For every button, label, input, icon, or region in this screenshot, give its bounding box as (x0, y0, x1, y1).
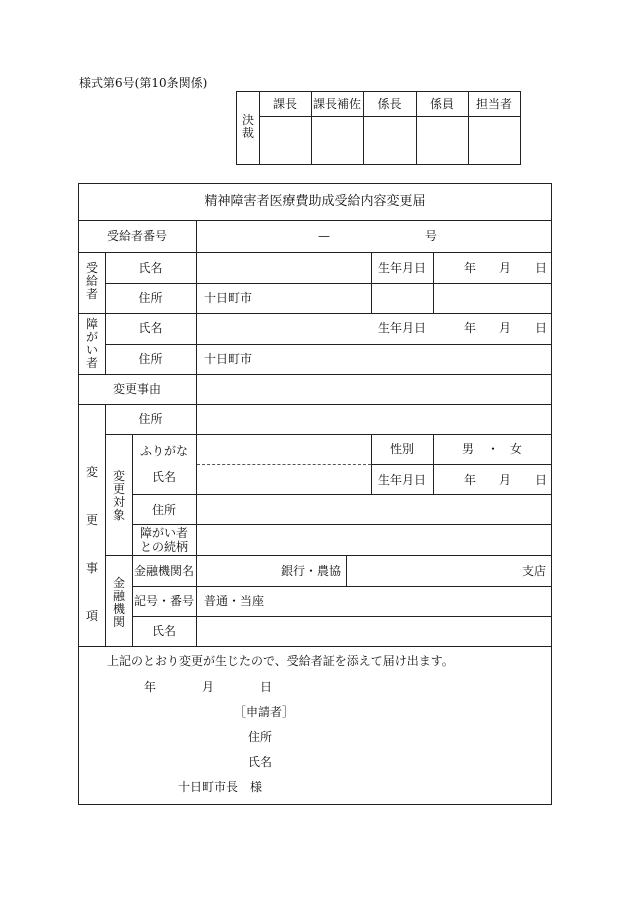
recipient-number-field[interactable] (197, 221, 551, 252)
applicant-address-field[interactable] (280, 726, 540, 746)
approval-stamp-cell[interactable] (312, 117, 363, 164)
approval-col-subsection-chief: 係長 (377, 97, 402, 111)
target-dob-label: 生年月日 (377, 473, 426, 487)
recipient-dob-month: 月 (499, 261, 512, 275)
disabled-dob-label: 生年月日 (377, 321, 426, 335)
applicant-name-label: 氏名 (248, 755, 273, 769)
recipient-name-field[interactable] (197, 253, 371, 283)
target-dob-day: 日 (535, 473, 548, 487)
target-dob-field[interactable] (434, 465, 551, 494)
approval-stamp-cell[interactable] (417, 117, 468, 164)
gender-separator: ・ (487, 442, 500, 456)
bank-account-type[interactable]: 普通・当座 (204, 594, 265, 608)
recipient-dob-year: 年 (464, 261, 477, 275)
gender-female[interactable]: 女 (510, 442, 523, 456)
applicant-name-field[interactable] (280, 751, 540, 771)
disabled-address-value[interactable]: 十日町市 (204, 352, 253, 366)
recipient-number-label: 受給者番号 (106, 229, 167, 243)
applicant-heading: ［申請者］ (234, 705, 295, 719)
approval-stamp-cell[interactable] (364, 117, 416, 164)
declaration-day: 日 (260, 680, 273, 694)
disabled-dob-day: 日 (535, 321, 548, 335)
changes-address-field[interactable] (197, 405, 551, 434)
reason-label: 変更事由 (112, 382, 161, 396)
furigana-label: ふりがな (139, 444, 188, 458)
approval-stamp-cell[interactable] (260, 117, 311, 164)
recipient-side-label: 受 給 者 (85, 261, 98, 301)
target-dob-year: 年 (464, 473, 477, 487)
gender-label: 性別 (389, 442, 414, 456)
reason-field[interactable] (197, 375, 551, 404)
disabled-dob-year: 年 (464, 321, 477, 335)
disabled-name-field[interactable] (197, 314, 371, 344)
form-number: 様式第6号(第10条関係) (79, 76, 208, 90)
bank-holder-label: 氏名 (151, 624, 176, 638)
bank-account-label: 記号・番号 (133, 594, 194, 608)
disabled-name-label: 氏名 (138, 321, 163, 335)
approval-col-person-in-charge: 担当者 (475, 97, 512, 111)
relation-label-line1: 障がい者 (139, 526, 188, 540)
disabled-dob-field[interactable] (434, 314, 551, 344)
bank-institution-label: 金融機関名 (133, 564, 194, 578)
bank-holder-field[interactable] (197, 617, 551, 646)
applicant-address-label: 住所 (248, 730, 273, 744)
approval-col-deputy-chief: 課長補佐 (312, 97, 361, 111)
target-address-field[interactable] (197, 495, 551, 524)
bank-branch-label: 支店 (522, 564, 547, 578)
bank-branch-field[interactable] (347, 556, 551, 586)
approval-side-label: 決 裁 (241, 113, 254, 140)
recipient-dob-day: 日 (535, 261, 548, 275)
furigana-field[interactable] (197, 435, 371, 464)
recipient-number-suffix: 号 (425, 229, 438, 243)
disabled-dob-month: 月 (499, 321, 512, 335)
bank-side-label: 金 融 機 関 (112, 576, 125, 629)
relation-field[interactable] (197, 525, 551, 555)
declaration-date-field[interactable] (120, 676, 280, 696)
approval-col-staff: 係員 (429, 97, 454, 111)
target-name-field[interactable] (197, 465, 371, 494)
addressee: 十日町市長 様 (178, 780, 263, 794)
recipient-name-label: 氏名 (138, 261, 163, 275)
bank-account-number-field[interactable] (280, 587, 551, 616)
form-title: 精神障害者医療費助成受給内容変更届 (204, 194, 426, 209)
recipient-address-value[interactable]: 十日町市 (204, 291, 253, 305)
declaration-year: 年 (144, 680, 157, 694)
recipient-address-label: 住所 (138, 291, 163, 305)
recipient-dob-label: 生年月日 (377, 261, 426, 275)
changes-side-label: 変 更 事 項 (85, 465, 98, 623)
disabled-side-label: 障 が い 者 (85, 317, 98, 370)
disabled-address-label: 住所 (138, 352, 163, 366)
recipient-dob-field[interactable] (434, 253, 551, 283)
change-target-side-label: 変 更 対 象 (112, 469, 125, 522)
recipient-number-dash: — (318, 229, 330, 243)
target-dob-month: 月 (499, 473, 512, 487)
declaration-month: 月 (202, 680, 215, 694)
approval-col-section-chief: 課長 (272, 97, 297, 111)
gender-male[interactable]: 男 (462, 442, 475, 456)
changes-address-label: 住所 (138, 412, 163, 426)
approval-stamp-cell[interactable] (469, 117, 520, 164)
target-name-label: 氏名 (151, 470, 176, 484)
declaration-statement: 上記のとおり変更が生じたので、受給者証を添えて届け出ます。 (107, 654, 454, 668)
bank-institution-type[interactable]: 銀行・農協 (281, 564, 342, 578)
relation-label-line2: との続柄 (139, 540, 188, 554)
target-address-label: 住所 (151, 503, 176, 517)
